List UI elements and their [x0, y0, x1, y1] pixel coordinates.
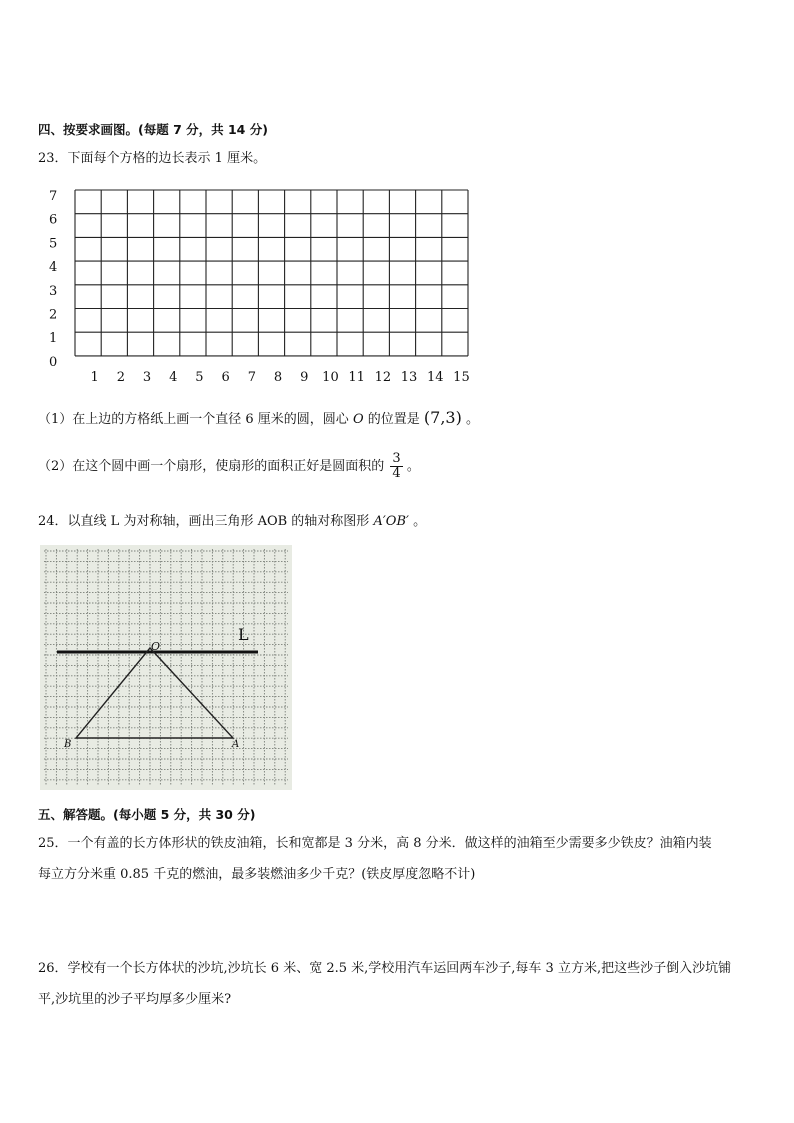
x-tick-label: 13 — [400, 369, 418, 385]
coordinate-grid — [40, 180, 490, 385]
part-2-text: （2）在这个圆中画一个扇形，使扇形的面积正好是圆面积的 — [38, 459, 385, 474]
section-4-title: 四、按要求画图。(每题 7 分，共 14 分) — [38, 122, 268, 137]
part-2-end: 。 — [406, 459, 420, 474]
y-tick-label: 6 — [49, 212, 58, 228]
question-25-line-1: 25．一个有盖的长方体形状的铁皮油箱，长和宽都是 3 分米，高 8 分米．做这样的油箱至少需要多少铁皮？油箱内装 — [38, 836, 712, 851]
part-1-text: （1）在上边的方格纸上画一个直径 6 厘米的圆，圆心 — [38, 412, 349, 427]
x-tick-label: 6 — [221, 369, 230, 385]
x-tick-label: 4 — [169, 369, 178, 385]
point-label-b: B — [64, 739, 72, 750]
grid-lines — [75, 190, 468, 356]
y-tick-label: 3 — [49, 283, 58, 299]
x-tick-label: 7 — [247, 369, 256, 385]
x-tick-label: 2 — [116, 369, 125, 385]
x-tick-label: 14 — [426, 369, 444, 385]
y-tick-label: 4 — [49, 260, 58, 276]
x-tick-label: 15 — [453, 369, 470, 385]
y-tick-label: 7 — [49, 189, 58, 204]
question-23-part-1 — [38, 408, 479, 427]
question-26-line-2: 平,沙坑里的沙子平均厚多少厘米? — [38, 992, 232, 1007]
axis-label-l: L — [238, 625, 249, 644]
x-tick-label: 1 — [90, 369, 99, 385]
x-tick-label: 9 — [300, 369, 309, 385]
question-25-line-2: 每立方分米重 0.85 千克的燃油，最多装燃油多少千克？(铁皮厚度忽略不计) — [38, 867, 476, 882]
x-tick-label: 5 — [195, 369, 204, 385]
question-26-line-1: 26．学校有一个长方体状的沙坑,沙坑长 6 米、宽 2.5 米,学校用汽车运回两车沙子,每车 3 立方米,把这些沙子倒入沙坑铺 — [38, 961, 732, 976]
x-tick-label: 3 — [142, 369, 152, 385]
question-24-stem — [38, 510, 426, 529]
y-tick-label: 1 — [49, 331, 58, 347]
question-23-part-2 — [38, 452, 420, 481]
center-coordinate: (7,3) — [423, 408, 462, 427]
x-tick-label: 11 — [348, 369, 365, 385]
x-axis-labels — [91, 370, 470, 385]
symmetry-grid-figure — [40, 545, 292, 790]
point-label-o: O — [151, 640, 161, 653]
y-axis-labels — [49, 189, 57, 370]
fraction-numerator: 3 — [392, 451, 401, 466]
question-24-end: 。 — [413, 514, 427, 529]
y-tick-label: 0 — [49, 354, 58, 370]
x-tick-label: 10 — [322, 369, 339, 385]
section-5-title: 五、解答题。(每小题 5 分，共 30 分) — [38, 807, 256, 822]
x-tick-label: 12 — [374, 369, 392, 385]
part-1-end: 。 — [466, 412, 480, 427]
point-label-a: A — [232, 739, 240, 750]
center-variable: O — [352, 412, 364, 427]
y-tick-label: 2 — [49, 307, 58, 323]
y-tick-label: 5 — [49, 236, 58, 252]
part-1-text-2: 的位置是 — [367, 412, 420, 427]
x-tick-label: 8 — [273, 369, 283, 385]
question-24-text: 24．以直线 L 为对称轴，画出三角形 AOB 的轴对称图形 — [38, 514, 370, 529]
fraction-denominator: 4 — [392, 466, 401, 481]
question-23-stem: 23．下面每个方格的边长表示 1 厘米。 — [38, 151, 267, 166]
reflected-figure-name: A′OB′ — [373, 514, 409, 529]
fraction-three-quarters — [390, 452, 402, 481]
